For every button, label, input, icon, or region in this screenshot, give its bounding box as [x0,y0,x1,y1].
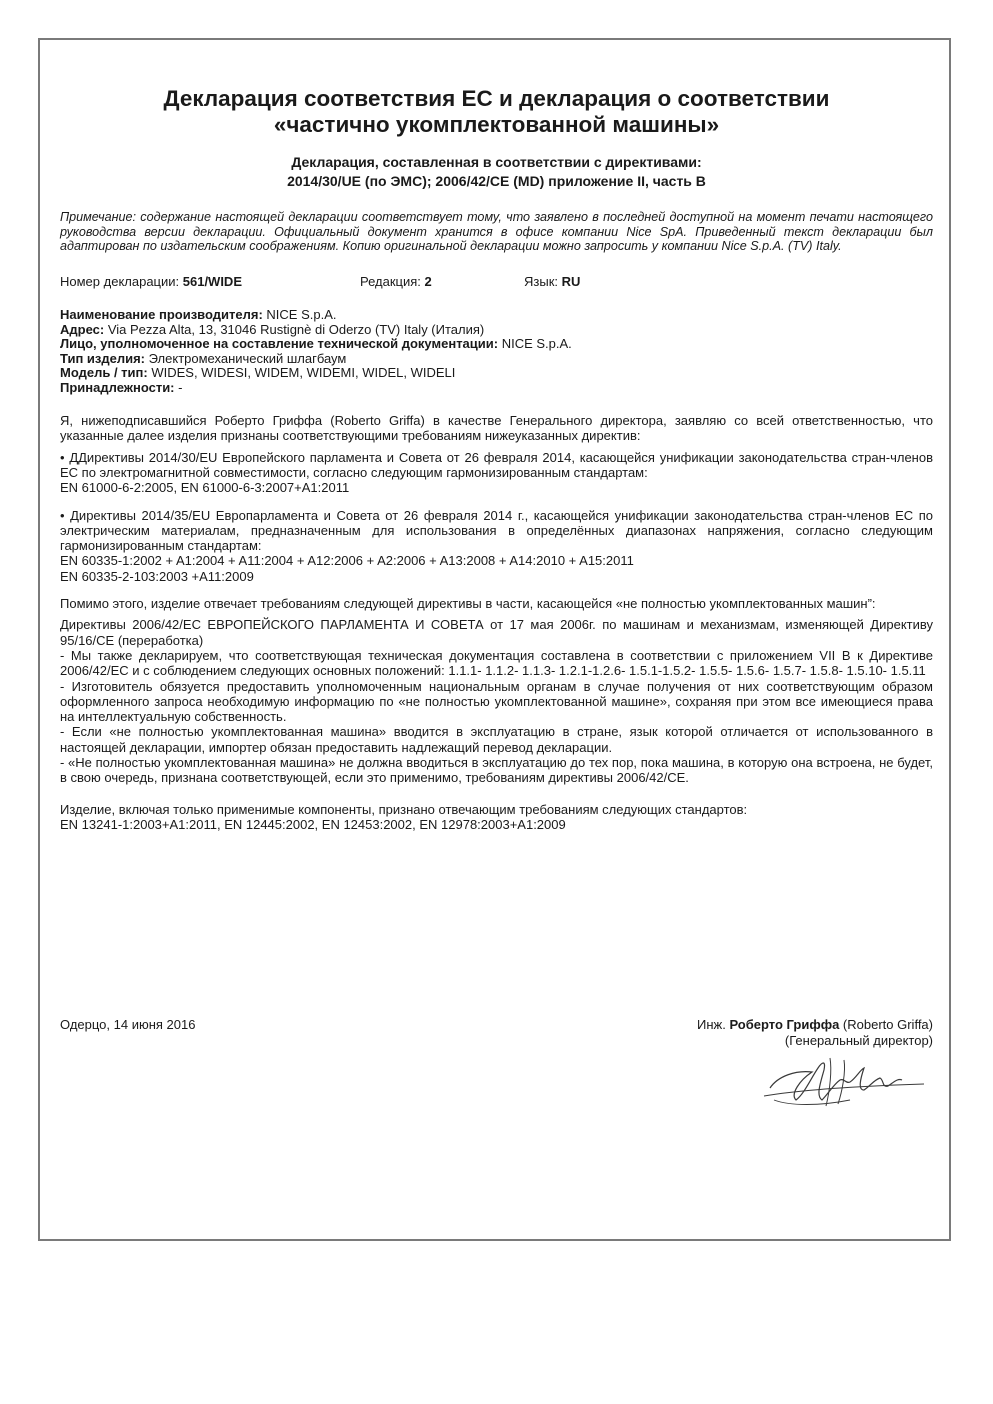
document-title [60,86,933,138]
standards-section [60,802,933,833]
title-line-2: «частично укомплектованной машины» [273,112,720,137]
standards-intro: Изделие, включая только применимые компоненты, признано отвечающим требованиям следующих стандартов: [60,801,748,817]
info-address: Адрес: Via Pezza Alta, 13, 31046 Rustignè di Oderzo (TV) Italy (Италия) [60,321,485,337]
md-item-3: - Если «не полностью укомплектованная машина» вводится в эксплуатацию в стране, язык которой отличается от использованного в настоящей декларации, импортер обязан предоставить надлежащий перевод декларации. [60,724,933,755]
revision: Редакция: 2 [360,274,432,290]
info-techdoc: Лицо, уполномоченное на составление технической документации: NICE S.p.A. [60,336,572,352]
signer-block [697,1017,933,1048]
signer-role: (Генеральный директор) [784,1032,933,1048]
emc-standards: EN 61000-6-2:2005, EN 61000-6-3:2007+A1:2011 [60,480,350,496]
lvd-section [60,508,933,584]
partial-machinery-intro: Помимо этого, изделие отвечает требованиям следующей директивы в части, касающейся «не полностью укомплектованных машин”: [60,596,876,612]
statement-paragraph: Я, нижеподписавшийся Роберто Гриффа (Roberto Griffa) в качестве Генерального директора, заявляю со всей ответственностью, что указанные далее изделия признаны соответствующими требованиям нижеуказанных директив: [60,413,933,444]
md-item-4: - «Не полностью укомплектованная машина» не должна вводиться в эксплуатацию до тех пор, пока машина, в которую она встроена, не будет, в свою очередь, признана соответствующей, если это применимо, требованиям директивы 2006/42/CE. [60,755,933,786]
lvd-standards-1: EN 60335-1:2002 + A1:2004 + A11:2004 + A12:2006 + A2:2006 + A13:2008 + A14:2010 + A15:2011 [60,553,634,569]
info-accessories: Принадлежности: - [60,379,183,395]
subtitle-line-2: 2014/30/UE (по ЭМС); 2006/42/CE (MD) приложение II, часть B [287,173,706,189]
md-section [60,617,933,785]
md-item-2: - Изготовитель обязуется предоставить уполномоченным национальным органам в случае получения от них соответствующим образом оформленного запроса необходимую информацию по «не полностью укомплектованной машине», сохраняя при этом все имеющиеся права на интеллектуальную собственность. [60,678,933,725]
standards-list: EN 13241-1:2003+A1:2011, EN 12445:2002, EN 12453:2002, EN 12978:2003+A1:2009 [60,816,566,832]
info-product-type: Тип изделия: Электромеханический шлагбаум [60,350,347,366]
declaration-meta [60,274,933,290]
document-body [60,86,933,832]
declaration-number: Номер декларации: 561/WIDE [60,274,242,290]
manufacturer-info [60,308,933,395]
signer-line: Инж. Роберто Гриффа (Roberto Griffa) [697,1017,933,1032]
md-directive: Директивы 2006/42/ЕС ЕВРОПЕЙСКОГО ПАРЛАМЕНТА И СОВЕТА от 17 мая 2006г. по машинам и механизмам, изменяющей Директиву 95/16/CE (переработка) [60,617,933,648]
lvd-standards-2: EN 60335-2-103:2003 +A11:2009 [60,568,254,584]
info-manufacturer: Наименование производителя: NICE S.p.A. [60,307,337,323]
language: Язык: RU [524,274,581,290]
emc-section [60,450,933,496]
info-model: Модель / тип: WIDES, WIDESI, WIDEM, WIDEMI, WIDEL, WIDELI [60,365,456,381]
title-line-1: Декларация соответствия ЕС и декларация о соответствии [163,86,830,111]
lvd-directive: • Директивы 2014/35/EU Европарламента и Совета от 26 февраля 2014 г., касающейся унификации законодательства стран-членов ЕС по электрическим материалам, предназначенным для использования в определённых диапазонах напряжения, согласно следующим гармонизированным стандартам: [60,507,933,554]
handwritten-signature [760,1050,930,1110]
note-paragraph: Примечание: содержание настоящей декларации соответствует тому, что заявлено в последней доступной на момент печати настоящего руководства версии декларации. Официальный документ хранится в офисе компании Nice SpA. Приведенный текст декларации был адаптирован по издательским соображениям. Копию оригинальной декларации можно запросить у компании Nice S.p.A. (TV) Italy. [60,210,933,254]
emc-directive: • ДДирективы 2014/30/EU Европейского парламента и Совета от 26 февраля 2014, касающейся унификации законодательства стран-членов ЕС по электромагнитной совместимости, согласно следующим гармонизированным стандартам: [60,449,933,480]
subtitle-line-1: Декларация, составленная в соответствии с директивами: [291,154,702,170]
md-item-1: - Мы также декларируем, что соответствующая техническая документация составлена в соответствии с приложением VII B к Директиве 2006/42/ЕС и с соблюдением следующих основных положений: 1.1.1- 1.1.2- 1.1.3- 1.2.1-1.2.6- 1.5.1-1.5.2- 1.5.5- 1.5.6- 1.5.7- 1.5.8- 1.5.10- 1.5.11 [60,647,933,679]
place-date: Одерцо, 14 июня 2016 [60,1017,196,1032]
document-subtitle [60,153,933,191]
